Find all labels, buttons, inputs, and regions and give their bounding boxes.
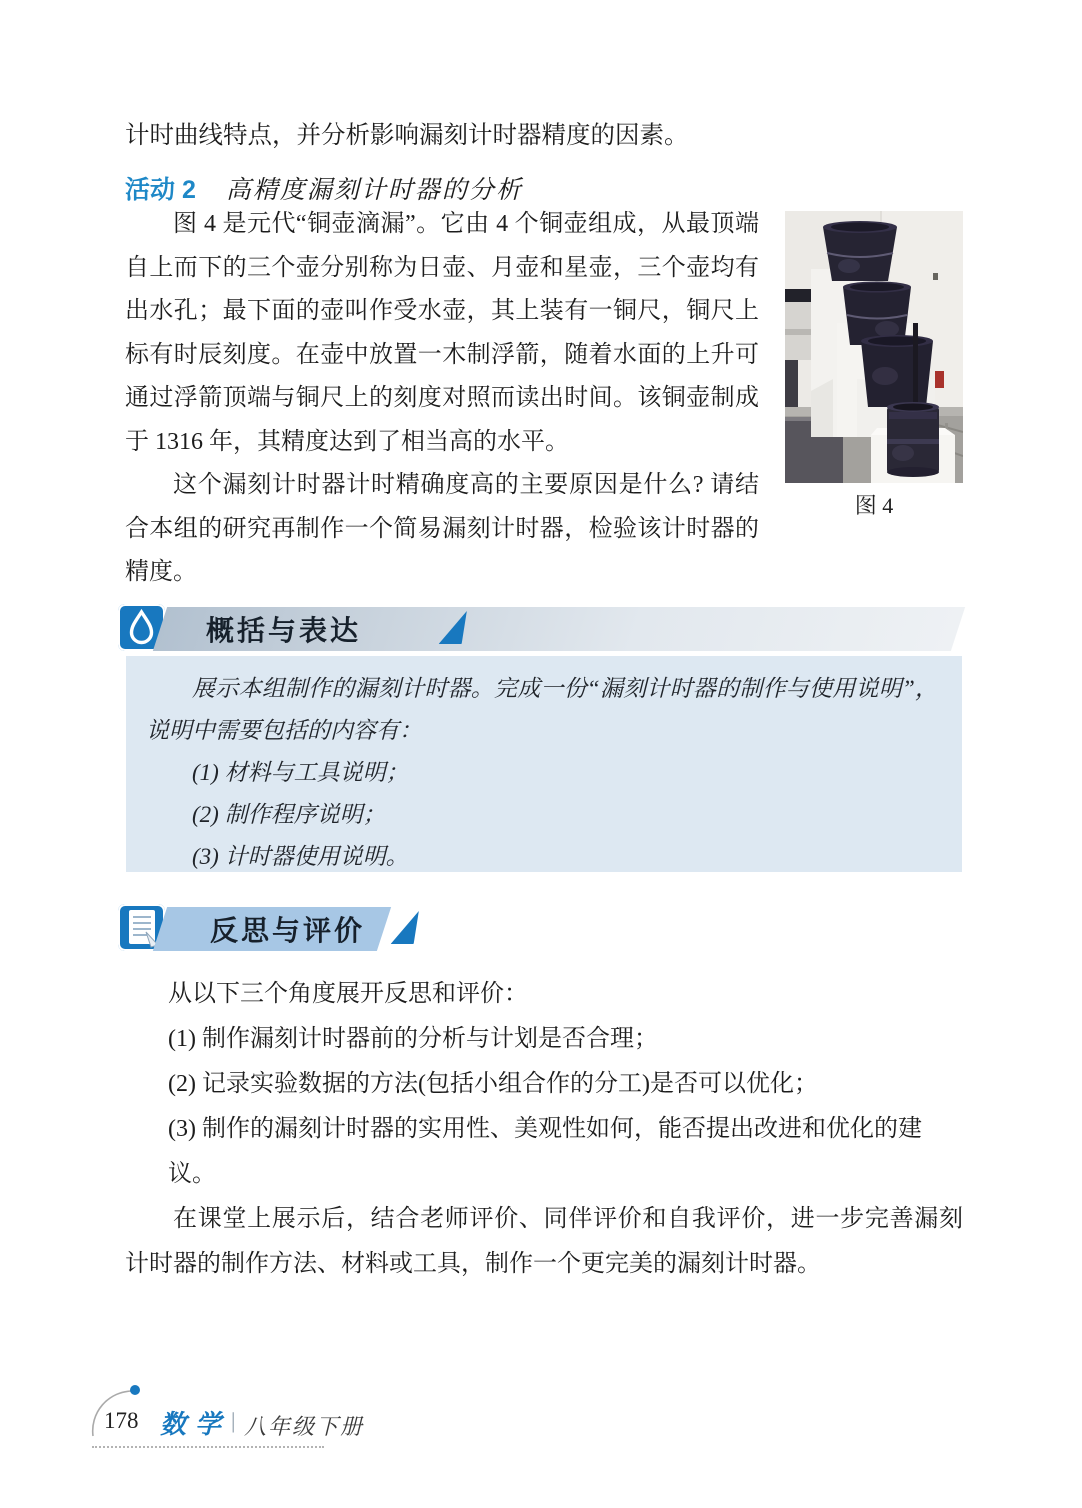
- reflect-closing: 在课堂上展示后，结合老师评价、同伴评价和自我评价，进一步完善漏刻计时器的制作方法、材料或工具，制作一个更完美的漏刻计时器。: [125, 1206, 963, 1277]
- summarize-item-3: (3) 计时器使用说明。: [192, 844, 409, 869]
- page-number: 178: [104, 1408, 139, 1433]
- summarize-item-1: (1) 材料与工具说明；: [192, 760, 409, 785]
- reflect-intro: 从以下三个角度展开反思和评价：: [168, 981, 528, 1007]
- reflect-item-2: (2) 记录实验数据的方法(包括小组合作的分工)是否可以优化；: [168, 1071, 818, 1097]
- figure-4: [785, 211, 963, 520]
- summarize-item-2: (2) 制作程序说明；: [192, 802, 386, 827]
- page-footer: [88, 1384, 488, 1454]
- reflect-content: [125, 972, 963, 1287]
- main-text-block: [125, 203, 963, 595]
- footer-dotted-line: [92, 1446, 324, 1448]
- banner-triangle: [391, 911, 425, 944]
- summarize-content-box: [126, 656, 962, 872]
- activity-heading: [125, 170, 965, 206]
- section-title-reflect: 反思与评价: [210, 915, 366, 946]
- volume-label: 八年级下册: [244, 1414, 365, 1439]
- figure-caption: 图 4: [854, 493, 894, 518]
- footer-divider: |: [231, 1408, 236, 1433]
- intro-line: 计时曲线特点，并分析影响漏刻计时器精度的因素。: [125, 122, 689, 149]
- reflect-item-1: (1) 制作漏刻计时器前的分析与计划是否合理；: [168, 1026, 658, 1052]
- water-clock-photo: [785, 211, 963, 483]
- section-banner-summarize: [118, 602, 962, 654]
- paragraph-clepsydra-description: 图 4 是元代“铜壶滴漏”。它由 4 个铜壶组成，从最顶端自上而下的三个壶分别称为日壶、月壶和星壶，三个壶均有出水孔；最下面的壶叫作受水壶，其上装有一铜尺，铜尺上标有时辰刻度。在壶中放置一木制浮箭，随着水面的上升可通过浮箭顶端与铜尺上的刻度对照而读出时间。该铜壶制成于 1316 年，其精度达到了相当高的水平。: [125, 211, 759, 455]
- paragraph-question: 这个漏刻计时器计时精确度高的主要原因是什么? 请结合本组的研究再制作一个简易漏刻计时器，检验该计时器的精度。: [125, 472, 759, 585]
- subject-label: 数学: [160, 1410, 231, 1439]
- section-banner-reflect: [118, 902, 962, 954]
- activity-label: 活动 2: [125, 176, 196, 204]
- summarize-intro: 展示本组制作的漏刻计时器。完成一份“漏刻计时器的制作与使用说明”，说明中需要包括的内容有：: [146, 676, 938, 743]
- reflect-item-3: (3) 制作的漏刻计时器的实用性、美观性如何，能否提出改进和优化的建议。: [168, 1116, 922, 1187]
- section-title-summarize: 概括与表达: [206, 615, 362, 646]
- activity-title: 高精度漏刻计时器的分析: [225, 177, 523, 204]
